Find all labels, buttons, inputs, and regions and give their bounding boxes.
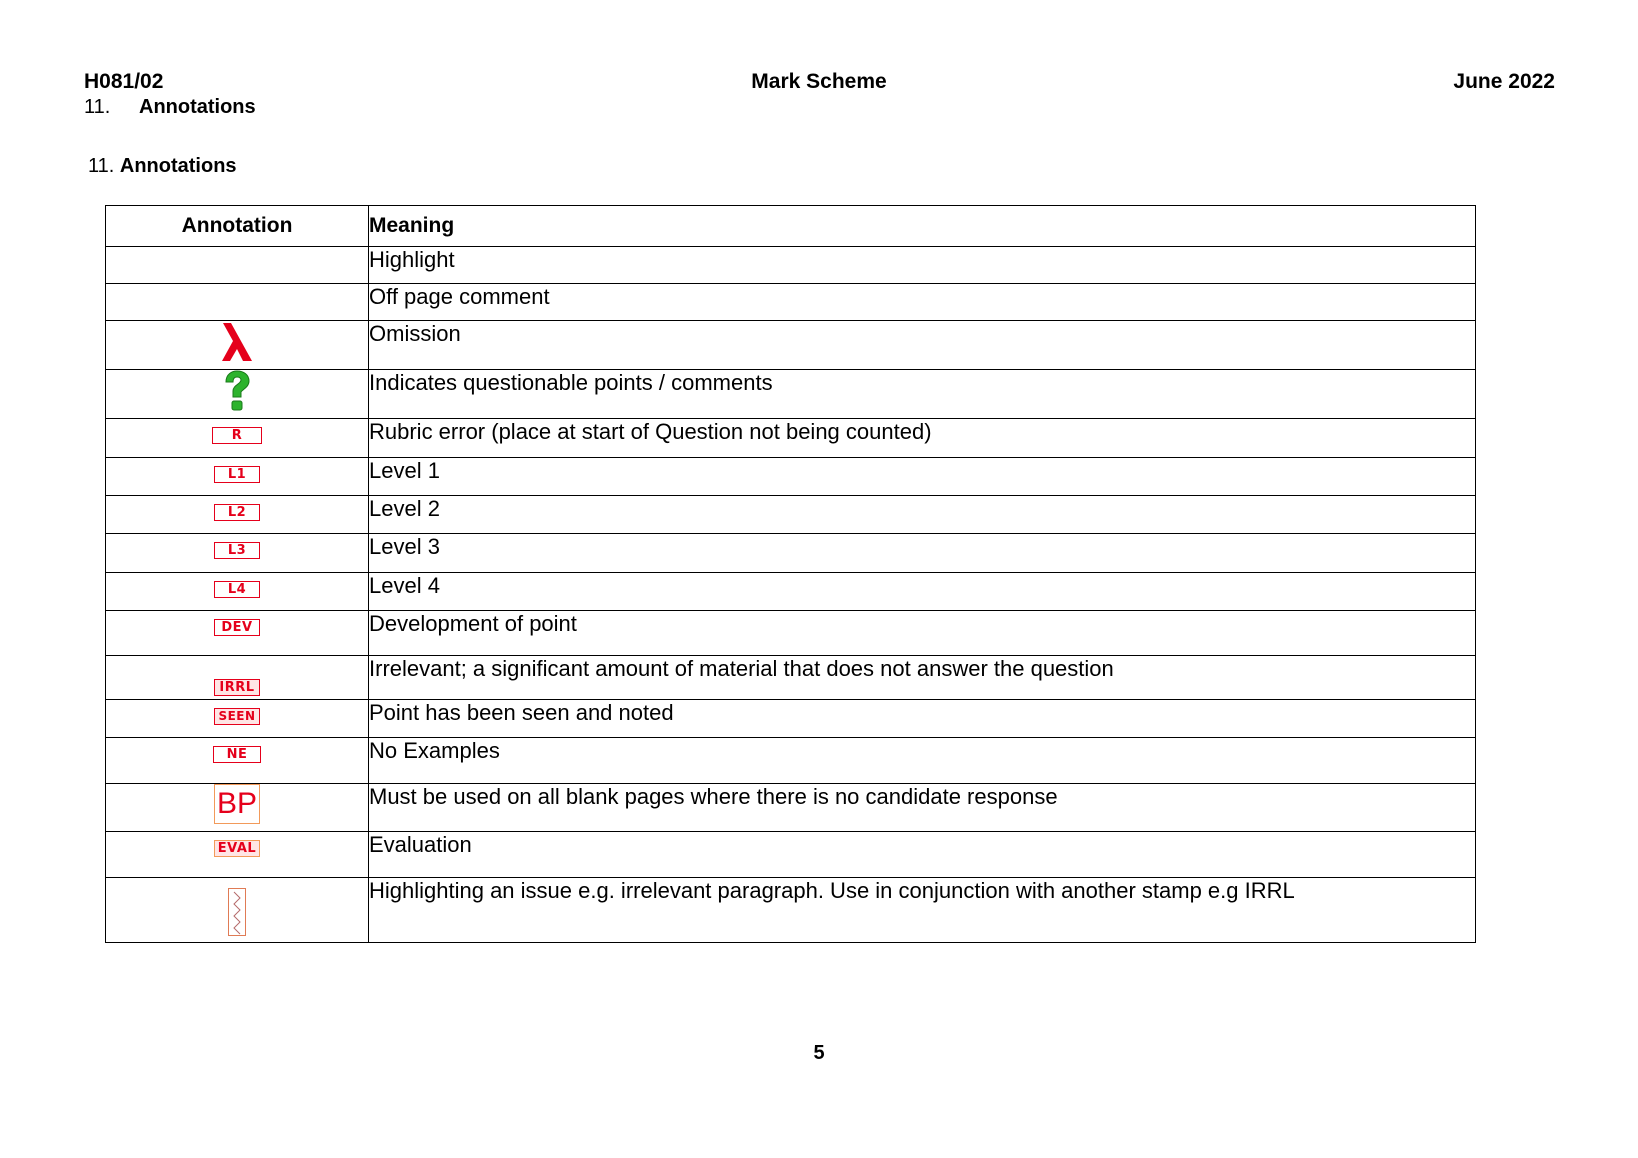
section-number: 11. [88, 155, 115, 177]
meaning-cell: Development of point [369, 611, 1476, 656]
table-row [106, 832, 1476, 878]
meaning-cell: Point has been seen and noted [369, 700, 1476, 738]
column-header-annotation: Annotation [106, 206, 369, 247]
annotation-cell [106, 573, 369, 611]
level-4-stamp: L4 [214, 581, 260, 598]
level-2-stamp: L2 [214, 504, 260, 521]
table-row [106, 458, 1476, 496]
subheading-text: Annotations [139, 96, 256, 118]
table-row [106, 573, 1476, 611]
annotation-cell [106, 496, 369, 534]
table-row [106, 370, 1476, 419]
annotation-cell [106, 458, 369, 496]
blank-page-stamp: BP [214, 784, 260, 824]
seen-stamp: SEEN [214, 708, 260, 725]
annotation-cell [106, 611, 369, 656]
level-3-stamp: L3 [214, 542, 260, 559]
column-header-meaning: Meaning [369, 206, 1476, 247]
omission-caret-icon [219, 321, 255, 363]
meaning-cell: Level 3 [369, 534, 1476, 573]
table-row [106, 738, 1476, 784]
section-title [88, 155, 237, 178]
annotation-cell [106, 419, 369, 458]
table-row [106, 496, 1476, 534]
table-header-row [106, 206, 1476, 247]
rubric-stamp: R [212, 427, 262, 444]
table-row [106, 534, 1476, 573]
table-row [106, 878, 1476, 943]
table-row [106, 611, 1476, 656]
meaning-cell: Must be used on all blank pages where there is no candidate response [369, 784, 1476, 832]
table-row [106, 284, 1476, 321]
table-row [106, 784, 1476, 832]
annotation-cell [106, 284, 369, 321]
exam-date: June 2022 [1453, 70, 1555, 93]
meaning-cell: Level 1 [369, 458, 1476, 496]
meaning-cell: Level 2 [369, 496, 1476, 534]
annotation-cell [106, 700, 369, 738]
level-1-stamp: L1 [214, 466, 260, 483]
zigzag-line-icon [228, 888, 246, 936]
meaning-cell: Irrelevant; a significant amount of material that does not answer the question [369, 656, 1476, 700]
development-stamp: DEV [214, 619, 260, 636]
annotation-cell [106, 656, 369, 700]
annotation-cell [106, 321, 369, 370]
table-row [106, 700, 1476, 738]
annotation-cell [106, 878, 369, 943]
table-row [106, 656, 1476, 700]
annotation-cell [106, 534, 369, 573]
running-subheading [84, 96, 256, 119]
paper-code: H081/02 [84, 70, 164, 93]
annotation-cell [106, 832, 369, 878]
meaning-cell: Highlight [369, 247, 1476, 284]
meaning-cell: Omission [369, 321, 1476, 370]
table-row [106, 321, 1476, 370]
meaning-cell: No Examples [369, 738, 1476, 784]
annotations-table [105, 205, 1476, 943]
meaning-cell: Off page comment [369, 284, 1476, 321]
annotation-cell [106, 370, 369, 419]
page-number: 5 [813, 1042, 825, 1064]
table-row [106, 247, 1476, 284]
meaning-cell: Highlighting an issue e.g. irrelevant paragraph. Use in conjunction with another stamp e.g IRRL [369, 878, 1476, 943]
meaning-cell: Level 4 [369, 573, 1476, 611]
meaning-cell: Evaluation [369, 832, 1476, 878]
meaning-cell: Indicates questionable points / comments [369, 370, 1476, 419]
annotation-cell [106, 738, 369, 784]
question-mark-icon [221, 370, 253, 412]
subheading-number: 11. [84, 96, 111, 118]
annotation-cell [106, 247, 369, 284]
annotation-cell [106, 784, 369, 832]
table-row [106, 419, 1476, 458]
irrelevant-stamp: IRRL [214, 679, 260, 696]
evaluation-stamp: EVAL [214, 840, 260, 857]
section-text: Annotations [119, 155, 237, 177]
document-title: Mark Scheme [751, 70, 887, 93]
meaning-cell: Rubric error (place at start of Question not being counted) [369, 419, 1476, 458]
no-examples-stamp: NE [213, 746, 261, 763]
